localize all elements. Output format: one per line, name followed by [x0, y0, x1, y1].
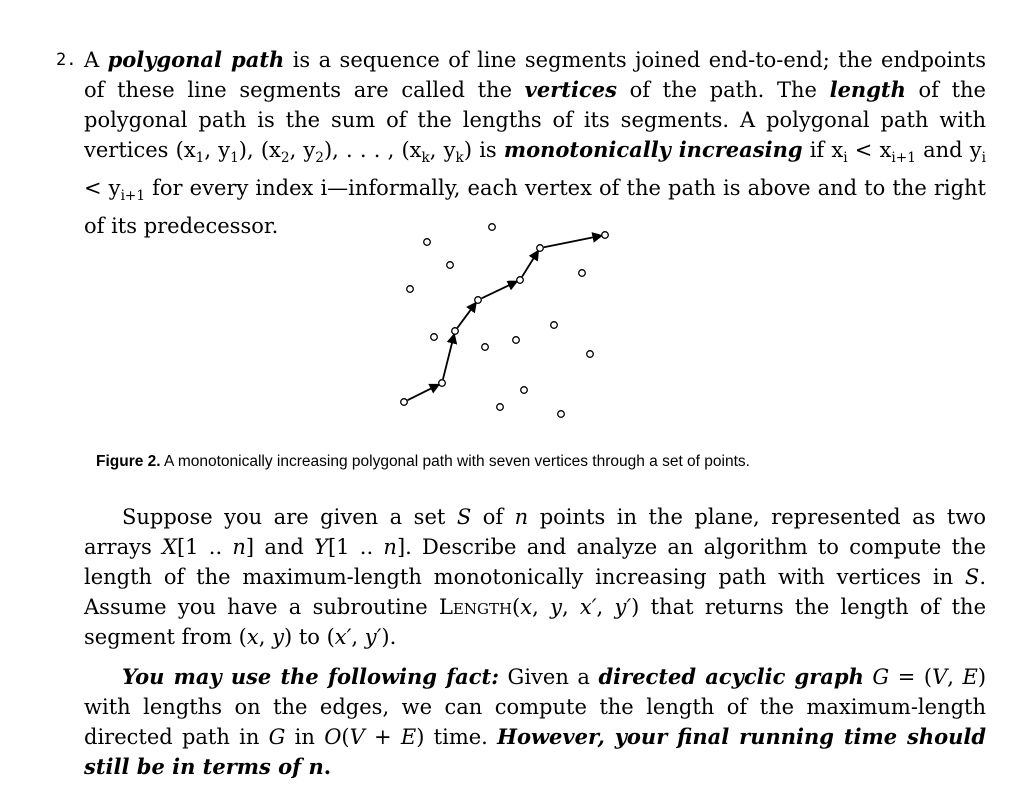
caption-label: Figure 2. [96, 453, 161, 470]
path-vertex [439, 380, 446, 387]
text-segment: E [400, 725, 417, 749]
text-segment: V [932, 665, 948, 689]
text-segment: i [981, 150, 987, 167]
text-segment: G [872, 665, 890, 689]
path-vertex [602, 232, 609, 239]
caption-text: A monotonically increasing polygonal path with seven vertices through a set of points. [160, 453, 750, 470]
text-segment: , y [289, 138, 316, 162]
text-segment: length [829, 77, 906, 102]
text-segment: [1 .. [176, 535, 233, 559]
text-segment: y′ [614, 595, 632, 619]
point [447, 262, 454, 269]
text-segment: [1 .. [327, 535, 384, 559]
text-segment: k [421, 150, 430, 167]
text-segment: = ( [889, 665, 933, 689]
text-segment: , [258, 625, 273, 649]
text-segment: You may use the following fact: [122, 664, 500, 689]
text-segment: i+1 [891, 150, 916, 167]
text-segment: ), . . . , (x [323, 138, 422, 162]
problem-description [84, 502, 986, 652]
text-segment: , [561, 595, 580, 619]
text-segment: E [962, 665, 978, 689]
point [587, 351, 594, 358]
text-segment: y [272, 625, 284, 649]
point [497, 404, 504, 411]
problem-number: 2. [56, 50, 77, 70]
text-segment: of [471, 505, 515, 529]
text-segment: , y [204, 138, 231, 162]
path-vertex [452, 328, 459, 335]
text-segment: ) to ( [283, 625, 335, 649]
text-segment: n [383, 535, 397, 559]
text-segment: , [596, 595, 615, 619]
point [489, 224, 496, 231]
path-edge [408, 385, 439, 400]
text-segment: 1 [230, 150, 239, 167]
text-segment: O [324, 725, 342, 749]
point [551, 322, 558, 329]
point [579, 270, 586, 277]
text-segment: vertices [524, 77, 617, 102]
point [521, 387, 528, 394]
path-vertex [475, 297, 482, 304]
text-segment: S [964, 565, 980, 589]
text-segment: ) is [463, 138, 504, 162]
text-segment: Length [438, 595, 513, 619]
figure-caption [96, 453, 750, 471]
text-segment: polygonal path [107, 47, 285, 72]
path-edge [522, 251, 538, 276]
path-vertex [517, 277, 524, 284]
text-segment: S [456, 505, 472, 529]
text-segment: G [268, 725, 286, 749]
text-segment: , [947, 665, 963, 689]
problem-statement [56, 45, 986, 241]
path-edges [408, 236, 602, 400]
text-segment: < y [84, 176, 121, 201]
text-segment: if x [802, 138, 844, 162]
point [513, 337, 520, 344]
text-segment: x [520, 595, 533, 619]
text-segment: , y [429, 138, 456, 162]
text-segment: 2 [280, 150, 290, 167]
text-segment: ( [341, 725, 350, 749]
text-segment: n [514, 505, 529, 529]
text-segment: i [843, 150, 848, 167]
text-segment: . Assume you have a subroutine [84, 565, 986, 619]
text-segment: x [246, 625, 259, 649]
text-segment: Y [314, 535, 328, 559]
problem-text [84, 45, 986, 241]
text-segment: , [532, 595, 551, 619]
text-segment: monotonically increasing [503, 137, 803, 162]
point [424, 239, 431, 246]
text-segment: Suppose you are given a set [122, 505, 457, 529]
text-segment: ), (x [238, 138, 281, 162]
text-segment: y′ [364, 625, 382, 649]
text-segment: i+1 [120, 188, 146, 205]
text-segment: for every index i—informally, each vertex of the path is above and to the right of its predecessor. [84, 176, 986, 239]
path-vertex [537, 245, 544, 252]
text-segment: in [285, 725, 325, 749]
text-segment: ) time. [416, 725, 498, 749]
text-segment: . [323, 754, 332, 779]
point [431, 334, 438, 341]
text-segment: X [162, 535, 177, 559]
text-segment: However, your final running time should still be in terms of [84, 724, 987, 779]
text-segment: n [232, 535, 246, 559]
text-segment: x′ [334, 625, 352, 649]
text-segment: x′ [579, 595, 597, 619]
point [482, 344, 489, 351]
hint-paragraph [84, 662, 986, 782]
text-segment: k [455, 150, 464, 167]
path-edge [482, 282, 517, 299]
text-segment: ) with lengths on the edges, we can compute the length of the maximum-length directed path in [84, 665, 987, 749]
text-segment: of the path. The [616, 78, 830, 102]
text-segment: directed acyclic graph [598, 664, 864, 689]
text-segment: 1 [195, 150, 205, 167]
text-segment: A [84, 48, 108, 72]
path-edge [457, 303, 475, 328]
text-segment: 2 [315, 150, 324, 167]
text-segment: Given a [499, 665, 599, 689]
text-segment: points in the plane, represented as two arrays [84, 505, 986, 559]
text-segment: ]. Describe and analyze an algorithm to compute the length of the maximum-length monotonically increasing path with vertices in [84, 535, 987, 589]
point [558, 411, 565, 418]
text-segment: of the polygonal path is the sum of the lengths of its segments. A polygonal path with vertices (x [84, 78, 986, 162]
polygonal-path-figure [390, 215, 630, 425]
path-vertex [401, 399, 408, 406]
text-segment: ] and [245, 535, 315, 559]
text-segment: y [550, 595, 562, 619]
path-edge [443, 335, 454, 379]
text-segment: ). [381, 625, 397, 649]
text-segment: , [351, 625, 365, 649]
point [407, 286, 414, 293]
path-edge [544, 236, 601, 247]
text-segment: < x [847, 138, 892, 162]
text-segment: ) that returns the length of the segment from ( [84, 595, 986, 649]
text-segment: and y [915, 138, 982, 162]
text-segment: V [349, 725, 365, 749]
text-segment: n [308, 754, 324, 779]
text-segment: + [364, 725, 401, 749]
text-segment: is a sequence of line segments joined end-to-end; the endpoints of these line segments are called the [84, 48, 986, 102]
text-segment: ( [512, 595, 521, 619]
